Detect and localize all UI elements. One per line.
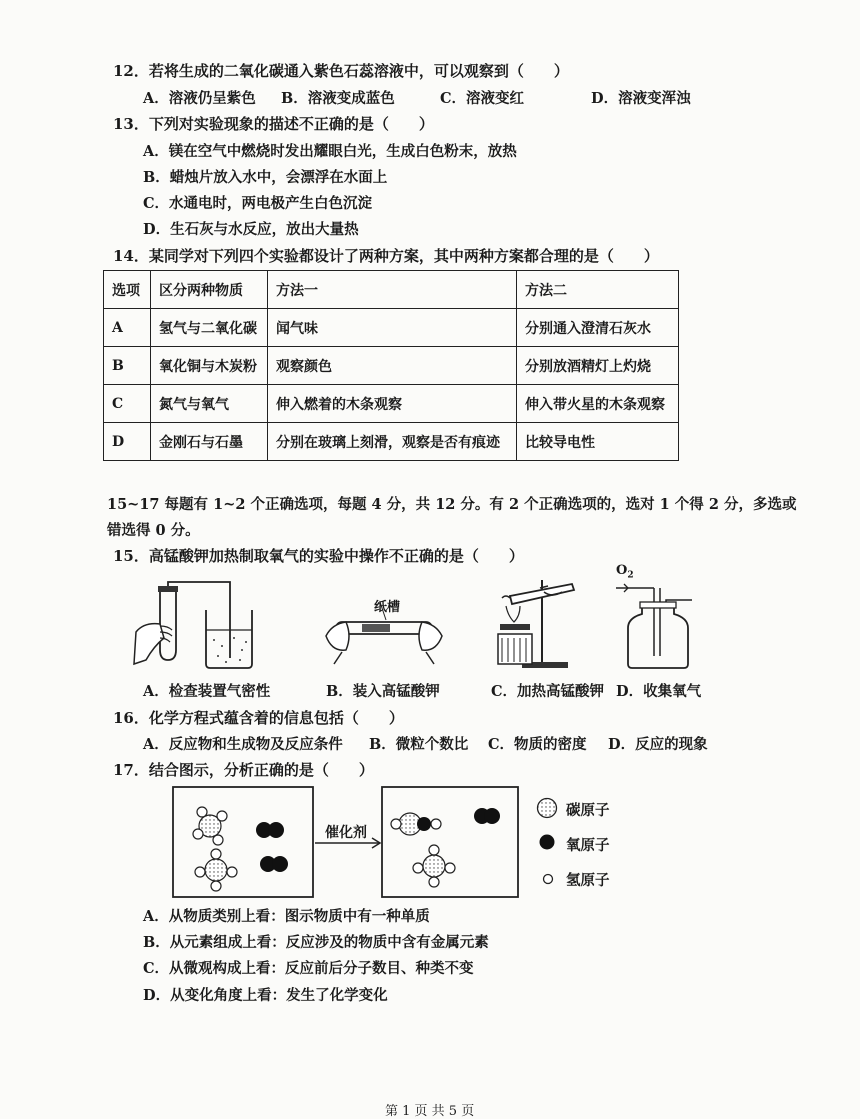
section-note-line2: 错选得 0 分。	[107, 522, 200, 539]
q17-catalyst-label: 催化剂	[325, 825, 367, 841]
table-row	[104, 423, 679, 461]
q17-option-d: D．从变化角度上看：发生了化学变化	[143, 987, 388, 1004]
q13-option-c: C．水通电时，两电极产生白色沉淀	[143, 195, 373, 212]
table-cell: 分别通入澄清石灰水	[517, 309, 679, 347]
table-cell: 金刚石与石墨	[151, 423, 268, 461]
table-header-cell: 方法二	[517, 271, 679, 309]
q15-figure-airtight-check	[130, 580, 260, 672]
q17-stem: 17．结合图示，分析正确的是（ ）	[113, 761, 374, 779]
table-cell: D	[104, 423, 151, 461]
q14-stem: 14．某同学对下列四个实验都设计了两种方案，其中两种方案都合理的是（ ）	[113, 247, 659, 265]
oxygen-atom-icon	[539, 834, 555, 850]
table-cell: 氧化铜与木炭粉	[151, 347, 268, 385]
table-row	[104, 309, 679, 347]
table-header-row	[104, 271, 679, 309]
legend-hydrogen-label: 氢原子	[566, 872, 610, 889]
q15-figure-collect-oxygen	[614, 568, 698, 672]
q15-option-c: C．加热高锰酸钾	[491, 683, 605, 700]
o2-text: O	[616, 563, 628, 578]
q15-option-d: D．收集氧气	[616, 683, 702, 700]
table-cell: 伸入带火星的木条观察	[517, 385, 679, 423]
q12-option-c: C．溶液变红	[440, 90, 525, 107]
table-header-cell: 方法一	[268, 271, 517, 309]
q16-option-b: B．微粒个数比	[369, 736, 469, 753]
q16-option-d: D．反应的现象	[608, 736, 708, 753]
q17-option-a: A．从物质类别上看：图示物质中有一种单质	[143, 908, 430, 925]
q12-stem: 12．若将生成的二氧化碳通入紫色石蕊溶液中，可以观察到（ ）	[113, 62, 569, 80]
q13-option-a: A．镁在空气中燃烧时发出耀眼白光，生成白色粉末，放热	[143, 143, 517, 160]
table-cell: 观察颜色	[268, 347, 517, 385]
table-cell: B	[104, 347, 151, 385]
table-cell: A	[104, 309, 151, 347]
legend-carbon-label: 碳原子	[566, 802, 610, 819]
table-cell: 氢气与二氧化碳	[151, 309, 268, 347]
q16-stem: 16．化学方程式蕴含着的信息包括（ ）	[113, 709, 404, 727]
o2-subscript: 2	[627, 570, 634, 581]
table-header-cell: 选项	[104, 271, 151, 309]
q17-option-b: B．从元素组成上看：反应涉及的物质中含有金属元素	[143, 934, 489, 951]
q17-option-c: C．从微观构成上看：反应前后分子数目、种类不变	[143, 960, 474, 977]
table-cell: 伸入燃着的木条观察	[268, 385, 517, 423]
page-number: 第 1 页 共 5 页	[385, 1104, 475, 1119]
table-cell: 闻气味	[268, 309, 517, 347]
q16-option-a: A．反应物和生成物及反应条件	[143, 736, 343, 753]
q12-option-a: A．溶液仍呈紫色	[143, 90, 256, 107]
table-cell: C	[104, 385, 151, 423]
legend-oxygen-label: 氧原子	[566, 837, 610, 854]
section-note-line1: 15~17 每题有 1~2 个正确选项，每题 4 分，共 12 分。有 2 个正确选项的，选对 1 个得 2 分，多选或	[107, 496, 797, 513]
q16-option-c: C．物质的密度	[488, 736, 587, 753]
q15-stem: 15．高锰酸钾加热制取氧气的实验中操作不正确的是（ ）	[113, 547, 524, 565]
q15-option-b: B．装入高锰酸钾	[326, 683, 440, 700]
table-row	[104, 385, 679, 423]
q14-table	[103, 270, 679, 461]
q15-label-paper-trough: 纸槽	[374, 600, 401, 615]
table-cell: 比较导电性	[517, 423, 679, 461]
q15-label-o2	[616, 563, 634, 581]
carbon-atom-icon	[536, 797, 558, 819]
table-cell: 分别在玻璃上刻滑，观察是否有痕迹	[268, 423, 517, 461]
q13-option-d: D．生石灰与水反应，放出大量热	[143, 221, 359, 238]
q12-option-d: D．溶液变浑浊	[591, 90, 691, 107]
table-cell: 氮气与氧气	[151, 385, 268, 423]
table-cell: 分别放酒精灯上灼烧	[517, 347, 679, 385]
q15-figure-heating	[492, 576, 584, 672]
q12-option-b: B．溶液变成蓝色	[281, 90, 395, 107]
table-header-cell: 区分两种物质	[151, 271, 268, 309]
hydrogen-atom-icon	[542, 873, 554, 885]
q15-option-a: A．检查装置气密性	[143, 683, 271, 700]
q13-option-b: B．蜡烛片放入水中，会漂浮在水面上	[143, 169, 388, 186]
q17-reaction-diagram	[172, 786, 522, 900]
table-row	[104, 347, 679, 385]
q13-stem: 13．下列对实验现象的描述不正确的是（ ）	[113, 115, 434, 133]
